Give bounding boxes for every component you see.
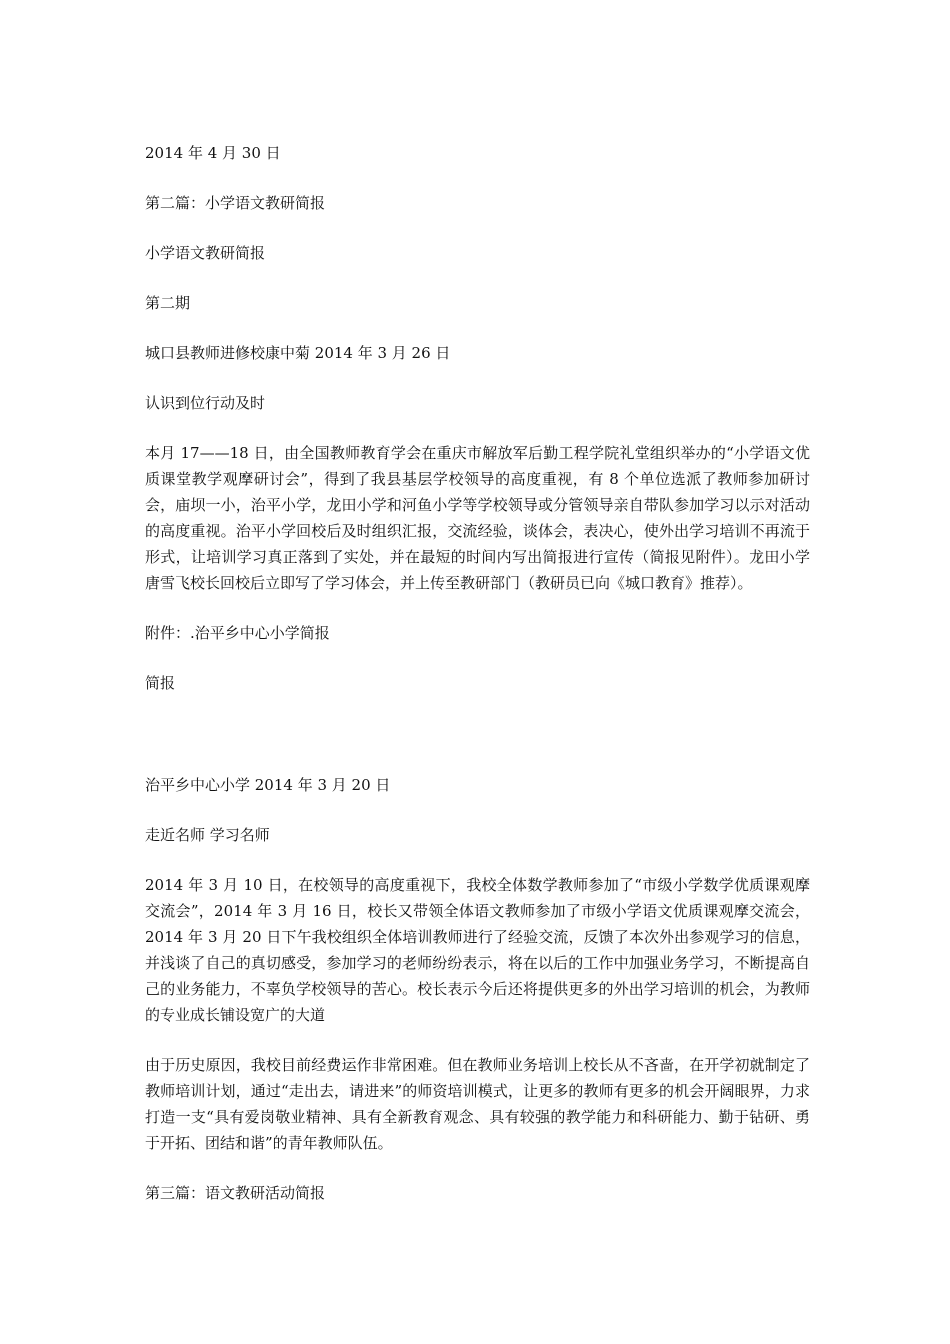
body-paragraph-3: 由于历史原因，我校目前经费运作非常困难。但在教师业务培训上校长从不吝啬，在开学初就制定了教师培训计划，通过“走出去，请进来”的师资培训模式，让更多的教师有更多的机会开阔眼界，力求打造一支“具有爱岗敬业精神、具有全新教育观念、具有较强的教学能力和科研能力、勤于钻研、勇于开拓、团结和谐”的青年教师队伍。 — [145, 1056, 810, 1152]
attachment-line: 附件：.治平乡中心小学简报 — [145, 624, 330, 642]
body-paragraph-2: 2014 年 3 月 10 日，在校领导的高度重视下，我校全体数学教师参加了“市级小学数学优质课观摩交流会”，2014 年 3 月 16 日，校长又带领全体语文教师参加了市级小学语文优质课观摩交流会，2014 年 3 月 20 日下午我校组织全体培训教师进行了经验交流，反馈了本次外出参观学习的信息，并浅谈了自己的真切感受，参加学习的老师纷纷表示，将在以后的工作中加强业务学习，不断提高自己的业务能力，不辜负学校领导的苦心。校长表示今后还将提供更多的外出学习培训的机会，为教师的专业成长铺设宽广的大道 — [145, 876, 810, 1024]
byline: 城口县教师进修校康中菊 2014 年 3 月 26 日 — [145, 344, 451, 362]
issue-number: 第二期 — [145, 294, 191, 312]
body-paragraph-1: 本月 17——18 日，由全国教师教育学会在重庆市解放军后勤工程学院礼堂组织举办的“小学语文优质课堂教学观摩研讨会”，得到了我县基层学校领导的高度重视，有 8 个单位选派了教师参加研讨会，庙坝一小，治平小学，龙田小学和河鱼小学等学校领导或分管领导亲自带队参加学习以示对活动的高度重视。治平小学回校后及时组织汇报，交流经验，谈体会，表决心，使外出学习培训不再流于形式，让培训学习真正落到了实处，并在最短的时间内写出简报进行宣传（简报见附件）。龙田小学唐雪飞校长回校后立即写了学习体会，并上传至教研部门（教研员已向《城口教育》推荐）。 — [145, 444, 810, 592]
bulletin-title: 小学语文教研简报 — [145, 244, 266, 262]
subtitle: 走近名师 学习名师 — [145, 826, 270, 844]
school-byline: 治平乡中心小学 2014 年 3 月 20 日 — [145, 776, 391, 794]
part2-heading: 第二篇：小学语文教研简报 — [145, 194, 326, 212]
document-page — [145, 140, 810, 1230]
section-title: 认识到位行动及时 — [145, 394, 266, 412]
blank-space — [145, 720, 810, 772]
part3-heading: 第三篇：语文教研活动简报 — [145, 1184, 326, 1202]
date-line: 2014 年 4 月 30 日 — [145, 144, 281, 162]
brief-label: 简报 — [145, 674, 176, 692]
